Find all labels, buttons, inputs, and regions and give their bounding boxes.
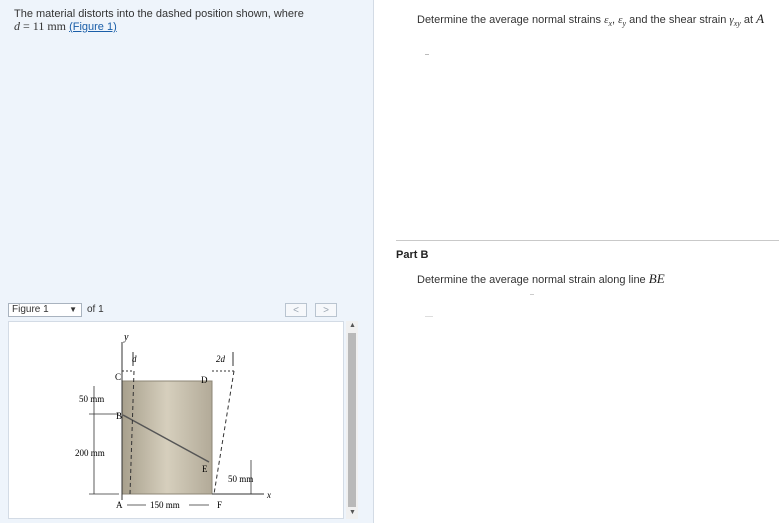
next-figure-button[interactable]	[315, 303, 337, 317]
left-pane	[0, 0, 374, 523]
part-a-text: Determine the average normal strains	[417, 14, 605, 26]
dim-150mm: 150 mm	[150, 500, 180, 510]
problem-statement	[14, 8, 304, 33]
placeholder-dash	[425, 54, 429, 55]
gamma-xy: γ	[729, 14, 734, 26]
scrollbar-thumb[interactable]	[348, 333, 356, 507]
dim-200mm: 200 mm	[75, 448, 105, 458]
scroll-up-icon[interactable]: ▲	[349, 322, 356, 329]
part-a-question	[417, 11, 764, 28]
dim-50mm-right: 50 mm	[228, 474, 254, 484]
point-d-label: D	[201, 375, 208, 385]
figure-count: of 1	[87, 304, 104, 315]
epsilon-x: ε	[604, 14, 609, 26]
part-divider	[396, 240, 779, 241]
point-a-label: A	[116, 500, 123, 510]
chevron-right-icon: >	[323, 305, 329, 316]
point-a-symbol: A	[756, 11, 765, 26]
figure-toolbar	[8, 303, 344, 319]
sep: ,	[612, 14, 619, 26]
chevron-down-icon: ▼	[69, 305, 77, 314]
epsilon-y-sub: y	[622, 19, 627, 29]
part-b-title: Part B	[396, 249, 429, 261]
d-variable: d	[14, 19, 20, 33]
figure-scrollbar[interactable]	[346, 321, 358, 519]
scroll-down-icon[interactable]: ▼	[349, 509, 356, 516]
figure-panel	[8, 321, 344, 519]
material-block	[122, 381, 212, 494]
placeholder-dash-3	[425, 316, 433, 317]
at-text: at	[740, 14, 757, 26]
deformation-diagram	[9, 322, 343, 518]
2d-label: 2d	[216, 354, 225, 364]
line-be-symbol: BE	[648, 271, 665, 286]
dim-50mm-left: 50 mm	[79, 394, 105, 404]
point-e-label: E	[202, 464, 208, 474]
problem-text: The material distorts into the dashed position shown, where	[14, 8, 304, 20]
epsilon-y: ε	[618, 14, 623, 26]
part-b-question	[417, 271, 665, 287]
figure-link[interactable]: (Figure 1)	[69, 21, 117, 33]
d-equals: = 11	[20, 19, 48, 33]
point-b-label: B	[116, 411, 123, 421]
chevron-left-icon: <	[293, 305, 299, 316]
y-axis-label: y	[124, 332, 129, 343]
prev-figure-button[interactable]	[285, 303, 307, 317]
part-a-mid: and the shear strain	[626, 14, 730, 26]
epsilon-x-sub: x	[608, 19, 612, 29]
figure-select-value: Figure 1	[12, 304, 49, 315]
point-c-label: C	[115, 372, 122, 382]
part-b-text: Determine the average normal strain along line	[417, 274, 649, 286]
d-label: d	[132, 354, 137, 364]
x-axis-label: x	[267, 490, 271, 500]
figure-select[interactable]	[8, 303, 82, 317]
gamma-xy-sub: xy	[733, 19, 741, 29]
d-unit: mm	[47, 19, 66, 33]
placeholder-dash-2	[530, 294, 534, 295]
point-f-label: F	[217, 500, 223, 510]
